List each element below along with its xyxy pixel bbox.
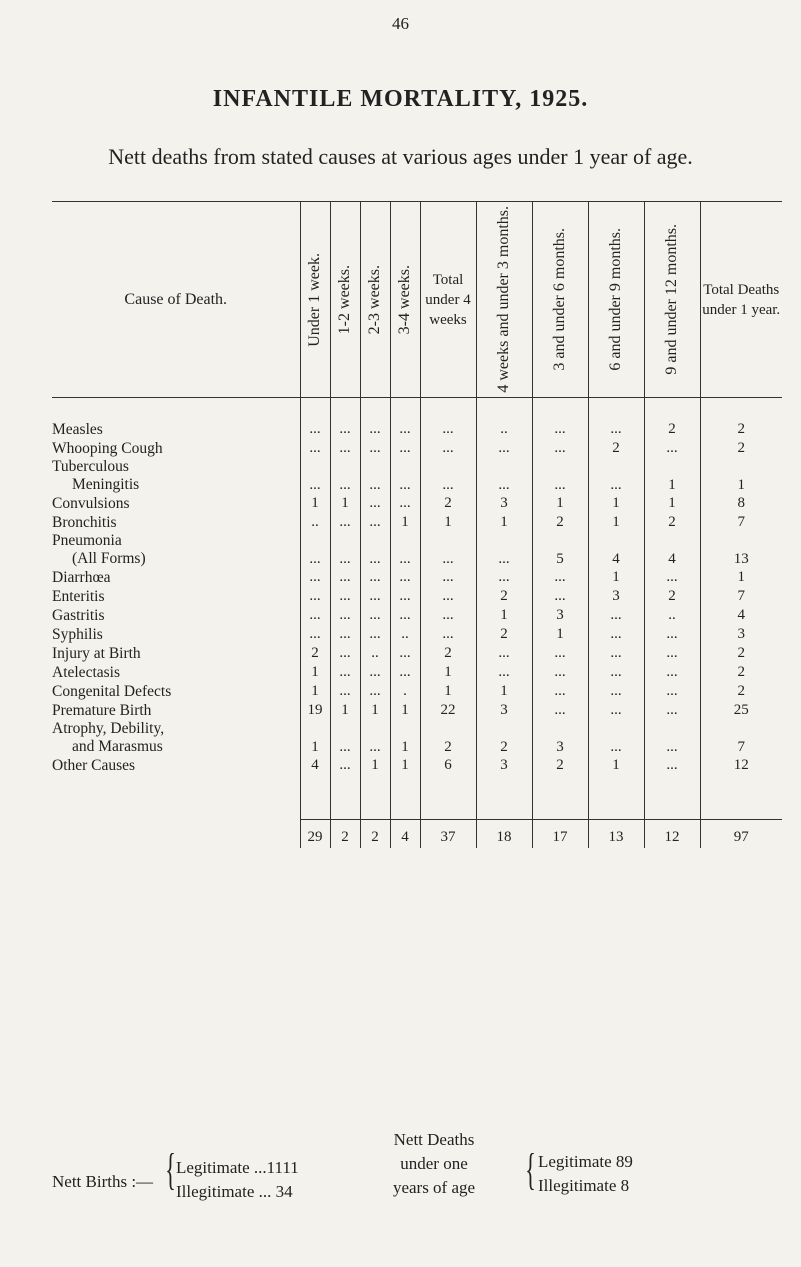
value-cell: ... xyxy=(360,587,390,606)
table-row xyxy=(52,513,782,532)
header-6-9-months: 6 and under 9 months. xyxy=(588,202,644,398)
value-cell: 2 xyxy=(700,682,782,701)
value-cell: 7 xyxy=(700,587,782,606)
header-under-1-week: Under 1 week. xyxy=(300,202,330,398)
value-cell: ... xyxy=(330,663,360,682)
value-cell: ... xyxy=(420,587,476,606)
cause-cell xyxy=(52,513,300,532)
value-cell: ... xyxy=(300,587,330,606)
cause-label: Whooping Cough xyxy=(52,439,163,457)
table-row xyxy=(52,682,782,701)
spacer-cell xyxy=(300,775,330,820)
value-cell: 3 xyxy=(532,720,588,756)
page-title: INFANTILE MORTALITY, 1925. xyxy=(212,86,589,112)
total-cell: 13 xyxy=(588,820,644,849)
value-cell: ... xyxy=(476,644,532,663)
value-cell: .. xyxy=(644,606,700,625)
spacer-cell xyxy=(700,775,782,820)
cause-cell xyxy=(52,663,300,682)
value-cell: 1 xyxy=(300,494,330,513)
value-cell: 1 xyxy=(532,625,588,644)
value-cell: ... xyxy=(300,625,330,644)
value-cell: ... xyxy=(476,663,532,682)
value-cell: ... xyxy=(476,458,532,494)
brace-icon: { xyxy=(165,1145,176,1194)
value-cell: 1 xyxy=(300,682,330,701)
spacer-cell xyxy=(532,775,588,820)
value-cell: ... xyxy=(644,756,700,775)
cause-label: Pneumonia xyxy=(52,532,122,549)
value-cell: 1 xyxy=(420,513,476,532)
value-cell: 4 xyxy=(588,532,644,568)
cause-label: Enteritis xyxy=(52,587,105,605)
cause-cell xyxy=(52,458,300,494)
value-cell: ... xyxy=(360,458,390,494)
value-cell: 7 xyxy=(700,513,782,532)
nett-births-lines xyxy=(176,1156,299,1204)
value-cell: 2 xyxy=(700,398,782,440)
spacer-row xyxy=(52,775,782,820)
value-cell: ... xyxy=(644,701,700,720)
cause-cell xyxy=(52,398,300,440)
total-cell: 17 xyxy=(532,820,588,849)
value-cell: ... xyxy=(360,720,390,756)
value-cell: ... xyxy=(360,682,390,701)
value-cell: 1 xyxy=(330,701,360,720)
legitimate-deaths: Legitimate 89 xyxy=(538,1152,633,1171)
value-cell: 3 xyxy=(700,625,782,644)
value-cell: 4 xyxy=(644,532,700,568)
cause-label: Syphilis xyxy=(52,625,103,643)
value-cell: ... xyxy=(330,625,360,644)
value-cell: ... xyxy=(330,606,360,625)
value-cell: ... xyxy=(330,756,360,775)
spacer-cell xyxy=(390,775,420,820)
cause-label: Tuberculous xyxy=(52,458,129,475)
value-cell: ... xyxy=(330,568,360,587)
value-cell: 1 xyxy=(360,701,390,720)
header-total-under-4-weeks: Total under 4 weeks xyxy=(420,202,476,398)
value-cell: 2 xyxy=(700,644,782,663)
value-cell: 1 xyxy=(476,682,532,701)
value-cell: 1 xyxy=(390,513,420,532)
cause-label: Measles xyxy=(52,420,103,438)
value-cell: ... xyxy=(330,513,360,532)
table-row xyxy=(52,644,782,663)
value-cell: ... xyxy=(390,532,420,568)
legitimate-births: Legitimate ...1111 xyxy=(176,1158,299,1177)
value-cell: 2 xyxy=(532,756,588,775)
value-cell: ... xyxy=(300,568,330,587)
cause-cell xyxy=(52,644,300,663)
value-cell: ... xyxy=(360,663,390,682)
header-total-under-1-year: Total Deaths under 1 year. xyxy=(700,202,782,398)
value-cell: ... xyxy=(420,398,476,440)
cause-label: Atelectasis xyxy=(52,663,121,681)
cause-label: Diarrhœa xyxy=(52,568,111,586)
value-cell: ... xyxy=(300,439,330,458)
spacer-cell xyxy=(644,775,700,820)
value-cell: 1 xyxy=(390,756,420,775)
value-cell: ... xyxy=(360,532,390,568)
value-cell: ... xyxy=(390,494,420,513)
value-cell: 1 xyxy=(476,513,532,532)
value-cell: ... xyxy=(300,606,330,625)
spacer-cell xyxy=(476,775,532,820)
total-cell: 2 xyxy=(330,820,360,849)
value-cell: 19 xyxy=(300,701,330,720)
header-cause: Cause of Death. xyxy=(52,202,300,398)
brace-icon: { xyxy=(525,1145,536,1194)
mortality-table xyxy=(52,201,782,848)
page-number: 46 xyxy=(392,14,409,33)
value-cell: ... xyxy=(588,398,644,440)
value-cell: 1 xyxy=(476,606,532,625)
value-cell: 6 xyxy=(420,756,476,775)
value-cell: ... xyxy=(532,439,588,458)
totals-row xyxy=(52,820,782,849)
cause-cell xyxy=(52,532,300,568)
value-cell: ... xyxy=(644,663,700,682)
spacer-cell xyxy=(52,775,300,820)
value-cell: ... xyxy=(420,625,476,644)
value-cell: ... xyxy=(420,568,476,587)
cause-label: Premature Birth xyxy=(52,701,152,719)
header-2-3-weeks: 2-3 weeks. xyxy=(360,202,390,398)
value-cell: 4 xyxy=(300,756,330,775)
header-row xyxy=(52,202,782,398)
total-cell: 18 xyxy=(476,820,532,849)
cause-cell xyxy=(52,494,300,513)
value-cell: ... xyxy=(588,720,644,756)
cause-label: Meningitis xyxy=(72,476,140,493)
value-cell: ... xyxy=(476,439,532,458)
total-cell: 29 xyxy=(300,820,330,849)
total-cell: 2 xyxy=(360,820,390,849)
value-cell: ... xyxy=(644,644,700,663)
value-cell: ... xyxy=(532,663,588,682)
value-cell: 7 xyxy=(700,720,782,756)
table-row xyxy=(52,663,782,682)
illegitimate-births: Illegitimate ... 34 xyxy=(176,1182,293,1201)
illegitimate-deaths: Illegitimate 8 xyxy=(538,1176,630,1195)
value-cell: ... xyxy=(390,439,420,458)
table-row xyxy=(52,625,782,644)
value-cell: 3 xyxy=(476,701,532,720)
value-cell: 1 xyxy=(700,458,782,494)
header-9-12-months: 9 and under 12 months. xyxy=(644,202,700,398)
value-cell: ... xyxy=(390,398,420,440)
total-cell: 37 xyxy=(420,820,476,849)
value-cell: ... xyxy=(360,494,390,513)
value-cell: .. xyxy=(300,513,330,532)
value-cell: .. xyxy=(360,644,390,663)
value-cell: ... xyxy=(532,682,588,701)
value-cell: ... xyxy=(330,439,360,458)
value-cell: ... xyxy=(420,458,476,494)
header-3-6-months: 3 and under 6 months. xyxy=(532,202,588,398)
value-cell: 2 xyxy=(420,494,476,513)
value-cell: 1 xyxy=(300,720,330,756)
value-cell: ... xyxy=(476,532,532,568)
value-cell: ... xyxy=(390,644,420,663)
value-cell: 1 xyxy=(644,494,700,513)
table-row xyxy=(52,494,782,513)
value-cell: ... xyxy=(390,458,420,494)
header-1-2-weeks: 1-2 weeks. xyxy=(330,202,360,398)
value-cell: ... xyxy=(330,644,360,663)
spacer-cell xyxy=(360,775,390,820)
cause-cell xyxy=(52,439,300,458)
value-cell: 1 xyxy=(588,513,644,532)
value-cell: 5 xyxy=(532,532,588,568)
value-cell: 1 xyxy=(588,494,644,513)
value-cell: 3 xyxy=(476,494,532,513)
value-cell: 1 xyxy=(360,756,390,775)
value-cell: 2 xyxy=(476,587,532,606)
totals-label-cell xyxy=(52,820,300,849)
header-4-weeks-3-months: 4 weeks and under 3 months. xyxy=(476,202,532,398)
table-row xyxy=(52,720,782,756)
value-cell: 1 xyxy=(532,494,588,513)
table-body xyxy=(52,398,782,849)
value-cell: 2 xyxy=(644,398,700,440)
value-cell: ... xyxy=(300,532,330,568)
spacer-cell xyxy=(420,775,476,820)
value-cell: 1 xyxy=(420,663,476,682)
spacer-cell xyxy=(588,775,644,820)
value-cell: ... xyxy=(644,568,700,587)
value-cell: ... xyxy=(420,532,476,568)
value-cell: ... xyxy=(588,458,644,494)
value-cell: ... xyxy=(300,458,330,494)
cause-cell xyxy=(52,606,300,625)
value-cell: 1 xyxy=(390,701,420,720)
value-cell: ... xyxy=(420,439,476,458)
cause-cell xyxy=(52,720,300,756)
value-cell: ... xyxy=(360,439,390,458)
table-row xyxy=(52,701,782,720)
value-cell: 12 xyxy=(700,756,782,775)
value-cell: .. xyxy=(476,398,532,440)
value-cell: ... xyxy=(330,458,360,494)
value-cell: ... xyxy=(300,398,330,440)
value-cell: 1 xyxy=(644,458,700,494)
spacer-cell xyxy=(330,775,360,820)
value-cell: ... xyxy=(532,701,588,720)
cause-label: Congenital Defects xyxy=(52,682,172,700)
cause-cell xyxy=(52,756,300,775)
table-row xyxy=(52,398,782,440)
value-cell: ... xyxy=(644,439,700,458)
value-cell: ... xyxy=(360,513,390,532)
value-cell: ... xyxy=(390,568,420,587)
value-cell: . xyxy=(390,682,420,701)
value-cell: ... xyxy=(532,644,588,663)
value-cell: 8 xyxy=(700,494,782,513)
value-cell: 2 xyxy=(644,513,700,532)
value-cell: 2 xyxy=(420,720,476,756)
value-cell: ... xyxy=(588,625,644,644)
value-cell: 1 xyxy=(300,663,330,682)
value-cell: ... xyxy=(476,568,532,587)
nett-deaths-label: Nett Deaths under one years of age xyxy=(392,1130,476,1197)
total-cell: 4 xyxy=(390,820,420,849)
header-3-4-weeks: 3-4 weeks. xyxy=(390,202,420,398)
value-cell: ... xyxy=(360,398,390,440)
value-cell: 2 xyxy=(700,439,782,458)
value-cell: 2 xyxy=(476,720,532,756)
value-cell: 1 xyxy=(588,568,644,587)
table-row xyxy=(52,568,782,587)
cause-label: and Marasmus xyxy=(72,738,163,755)
cause-label: Atrophy, Debility, xyxy=(52,720,165,737)
value-cell: 3 xyxy=(588,587,644,606)
value-cell: ... xyxy=(330,682,360,701)
value-cell: ... xyxy=(360,625,390,644)
table-row xyxy=(52,606,782,625)
value-cell: 1 xyxy=(390,720,420,756)
value-cell: ... xyxy=(588,663,644,682)
value-cell: ... xyxy=(390,606,420,625)
table-row xyxy=(52,532,782,568)
cause-label: Gastritis xyxy=(52,606,105,624)
value-cell: 2 xyxy=(532,513,588,532)
value-cell: ... xyxy=(532,398,588,440)
value-cell: ... xyxy=(330,532,360,568)
table-row xyxy=(52,458,782,494)
value-cell: 2 xyxy=(300,644,330,663)
value-cell: .. xyxy=(390,625,420,644)
value-cell: 2 xyxy=(588,439,644,458)
value-cell: ... xyxy=(588,606,644,625)
page-subtitle: Nett deaths from stated causes at various ages under 1 year of age. xyxy=(108,144,693,169)
value-cell: 25 xyxy=(700,701,782,720)
cause-label: (All Forms) xyxy=(72,550,146,567)
value-cell: ... xyxy=(588,701,644,720)
cause-cell xyxy=(52,568,300,587)
cause-cell xyxy=(52,701,300,720)
cause-label: Convulsions xyxy=(52,494,130,512)
value-cell: 2 xyxy=(420,644,476,663)
total-cell: 12 xyxy=(644,820,700,849)
nett-deaths-lines xyxy=(538,1150,633,1198)
total-cell: 97 xyxy=(700,820,782,849)
cause-cell xyxy=(52,682,300,701)
cause-label: Other Causes xyxy=(52,756,136,774)
value-cell: 4 xyxy=(700,606,782,625)
value-cell: 3 xyxy=(532,606,588,625)
value-cell: ... xyxy=(420,606,476,625)
table-row xyxy=(52,587,782,606)
cause-cell xyxy=(52,625,300,644)
value-cell: ... xyxy=(532,458,588,494)
value-cell: 13 xyxy=(700,532,782,568)
value-cell: ... xyxy=(390,587,420,606)
value-cell: ... xyxy=(360,568,390,587)
value-cell: ... xyxy=(588,682,644,701)
value-cell: ... xyxy=(330,587,360,606)
value-cell: ... xyxy=(644,682,700,701)
value-cell: ... xyxy=(390,663,420,682)
value-cell: ... xyxy=(532,587,588,606)
value-cell: 1 xyxy=(588,756,644,775)
value-cell: ... xyxy=(360,606,390,625)
table-row xyxy=(52,756,782,775)
nett-births-label: Nett Births :— xyxy=(52,1172,154,1191)
value-cell: 2 xyxy=(476,625,532,644)
table-row xyxy=(52,439,782,458)
value-cell: ... xyxy=(588,644,644,663)
value-cell: ... xyxy=(532,568,588,587)
value-cell: ... xyxy=(330,720,360,756)
value-cell: 3 xyxy=(476,756,532,775)
value-cell: ... xyxy=(644,720,700,756)
cause-label: Bronchitis xyxy=(52,513,117,531)
cause-cell xyxy=(52,587,300,606)
value-cell: 2 xyxy=(644,587,700,606)
cause-label: Injury at Birth xyxy=(52,644,141,662)
value-cell: 1 xyxy=(330,494,360,513)
value-cell: 1 xyxy=(700,568,782,587)
value-cell: 1 xyxy=(420,682,476,701)
value-cell: ... xyxy=(644,625,700,644)
value-cell: ... xyxy=(330,398,360,440)
value-cell: 22 xyxy=(420,701,476,720)
value-cell: 2 xyxy=(700,663,782,682)
